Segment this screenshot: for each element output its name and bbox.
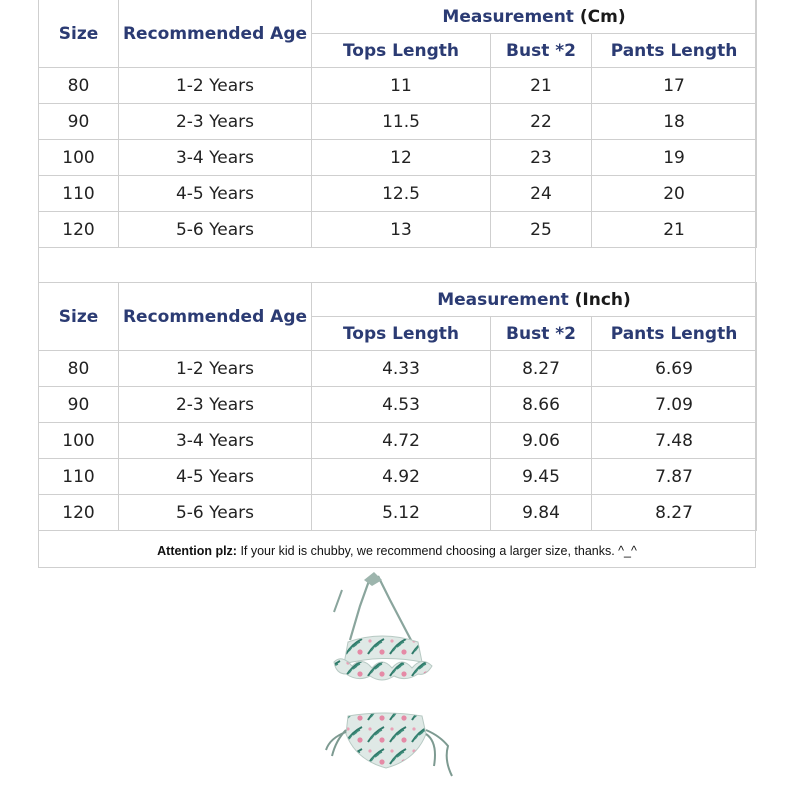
cell-age: 4-5 Years [119,459,312,495]
table-row [39,68,757,104]
cell-pants: 7.09 [592,387,757,423]
header-recommended-age: Recommended Age [119,0,312,68]
cell-tops: 13 [312,212,491,248]
cell-bust: 22 [491,104,592,140]
cell-age: 2-3 Years [119,104,312,140]
cell-size: 110 [39,176,119,212]
cell-pants: 20 [592,176,757,212]
table-row [39,176,757,212]
cell-pants: 7.48 [592,423,757,459]
attention-label: Attention plz: [157,544,237,558]
table-row [39,104,757,140]
header-tops-length: Tops Length [312,317,491,351]
cell-age: 3-4 Years [119,140,312,176]
header-recommended-age: Recommended Age [119,283,312,351]
table-row [39,495,757,531]
header-size: Size [39,283,119,351]
header-size: Size [39,0,119,68]
cell-size: 120 [39,212,119,248]
cell-pants: 17 [592,68,757,104]
header-measurement-unit: (Cm) [579,6,626,27]
cell-size: 120 [39,495,119,531]
header-measurement-unit: (Inch) [574,289,631,310]
header-bust: Bust *2 [491,34,592,68]
cell-tops: 4.33 [312,351,491,387]
table-row [39,140,757,176]
cell-tops: 4.72 [312,423,491,459]
table-row [39,351,757,387]
cell-tops: 4.53 [312,387,491,423]
cell-bust: 25 [491,212,592,248]
cell-bust: 9.06 [491,423,592,459]
cell-tops: 4.92 [312,459,491,495]
cell-bust: 9.84 [491,495,592,531]
cell-size: 100 [39,423,119,459]
attention-note [38,534,756,568]
header-measurement-label: Measurement [437,289,569,310]
header-measurement [312,0,757,34]
size-table-inch [38,282,757,531]
header-pants-length: Pants Length [592,34,757,68]
cell-age: 5-6 Years [119,495,312,531]
table-row [39,387,757,423]
cell-tops: 11 [312,68,491,104]
cell-pants: 8.27 [592,495,757,531]
cell-tops: 12.5 [312,176,491,212]
cell-size: 90 [39,104,119,140]
cell-age: 2-3 Years [119,387,312,423]
attention-text: If your kid is chubby, we recommend choosing a larger size, thanks. ^_^ [236,544,637,558]
header-pants-length: Pants Length [592,317,757,351]
cell-bust: 24 [491,176,592,212]
cell-bust: 23 [491,140,592,176]
bikini-swimsuit-illustration [322,570,472,800]
cell-age: 1-2 Years [119,68,312,104]
cell-age: 4-5 Years [119,176,312,212]
table-row [39,212,757,248]
cell-size: 110 [39,459,119,495]
cell-size: 80 [39,351,119,387]
cell-pants: 18 [592,104,757,140]
cell-tops: 12 [312,140,491,176]
header-bust: Bust *2 [491,317,592,351]
size-table-cm [38,0,757,248]
cell-bust: 9.45 [491,459,592,495]
cell-bust: 8.66 [491,387,592,423]
cell-pants: 19 [592,140,757,176]
table-row [39,459,757,495]
table-spacer [38,245,756,282]
cell-age: 1-2 Years [119,351,312,387]
cell-tops: 5.12 [312,495,491,531]
cell-age: 5-6 Years [119,212,312,248]
cell-tops: 11.5 [312,104,491,140]
cell-bust: 21 [491,68,592,104]
header-tops-length: Tops Length [312,34,491,68]
cell-bust: 8.27 [491,351,592,387]
header-measurement-label: Measurement [442,6,574,27]
cell-size: 80 [39,68,119,104]
cell-pants: 6.69 [592,351,757,387]
cell-pants: 7.87 [592,459,757,495]
cell-size: 100 [39,140,119,176]
cell-size: 90 [39,387,119,423]
cell-age: 3-4 Years [119,423,312,459]
header-measurement [312,283,757,317]
table-row [39,423,757,459]
cell-pants: 21 [592,212,757,248]
